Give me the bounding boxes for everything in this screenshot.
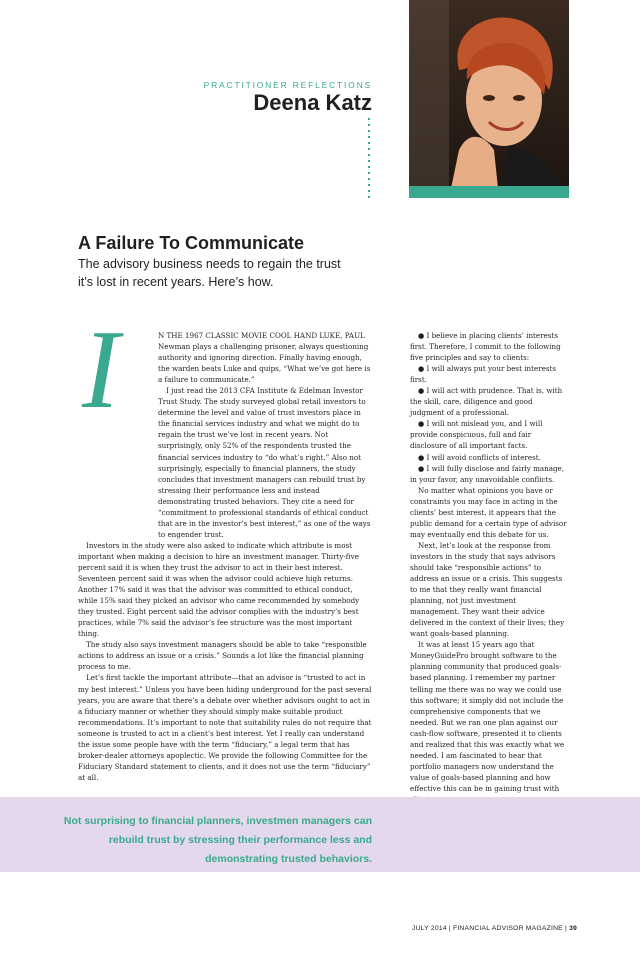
page-footer <box>412 925 577 932</box>
deck: The advisory business needs to regain the trust it’s lost in recent years. Here’s how. <box>78 257 341 289</box>
separator: | <box>565 925 570 932</box>
paragraph: N THE 1967 CLASSIC MOVIE COOL HAND LUKE, PAUL Newman plays a challenging prisoner, always questioning authority and ignoring direction. Finally having enough, the warden beats Luke and quips, “What we’ve got here is a failure to communicate.” <box>158 331 371 385</box>
separator: | <box>448 925 453 932</box>
magazine-name: FINANCIAL ADVISOR MAGAZINE <box>452 925 563 932</box>
paragraph: No matter what opinions you have or constraints you may face in acting in the clients’ best interest, it appears that the public demand for a certain type of advisor may eventually end this debate for us. <box>410 485 567 539</box>
pull-quote: Not surprising to financial planners, investmen managers can rebuild trust by stressing their performance less and demonstrating trusted behaviors. <box>63 815 372 865</box>
headline: A Failure To Communicate <box>78 233 305 253</box>
paragraph: It was at least 15 years ago that MoneyGuidePro brought software to the planning community that produced goals-based planning. I remember my partner telling me there was no way we could use this software; it simply did not include the comprehensive components that we needed. But we ran one plan against our cash-flow software, presented it to clients and realized that this was exactly what we needed. I am fascinated to hear that portfolio managers now understand the value of goals-based planning and how effective this can be in gaining trust with <box>410 640 565 793</box>
body-column-1 <box>78 330 374 783</box>
dotted-rule <box>368 118 370 202</box>
author-name: Deena Katz <box>253 90 372 115</box>
bullet-item: ● I will always put your best interests first. <box>410 364 557 385</box>
paragraph: Let’s first tackle the important attribute—that an advisor is “trusted to act in my best interest.” Unless you have been hiding underground for the past several years, you are aware that there’s a debate over whether advisors ought to act in a fiduciary manner or whether they should simply make suitable product recommendations. It’s important to note that suitability rules do not require that someone is trusted to act in a client’s best interest. Yet I really can understand the issue some people have with the term “fiduciary,” a legal term that has broker-dealer attorneys apoplectic. We provide the following Committee for the Fiduciary Standard statement to clients, and it does not use the term “fiduciary” at all. <box>78 673 372 782</box>
kicker: PRACTITIONER REFLECTIONS <box>203 80 372 90</box>
issue-date: JULY 2014 <box>412 925 447 932</box>
paragraph: Investors in the study were also asked to indicate which attribute is most important when making a decision to hire an investment manager. Thirty-five percent said it is when they trust the advisor to act in their best interest. Seventeen percent said it was when the advisor could achieve high returns. Another 17% said it was that the advisor was committed to ethical conduct, while 15% said they picked an advisor who came recommended by somebody they trusted. Eight percent said the advisor complies with the industry’s best practices, while 7% said the advisor’s fee structure was the most important thing. <box>78 540 360 639</box>
bullet-item: ● I will not mislead you, and I will provide conspicuous, full and fair disclosure of all important facts. <box>410 419 543 451</box>
paragraph: ● I believe in placing clients’ interests first. Therefore, I commit to the following five principles and say to clients: <box>410 331 561 363</box>
bullet-item: ● I will act with prudence. That is, with the skill, care, diligence and good judgment of a professional. <box>410 386 563 418</box>
paragraph: I just read the 2013 CFA Institute & Edelman Investor Trust Study. The study surveyed global retail investors to determine the level and value of trust investors place in the financial services industry and what we might do to regain the trust we’ve lost in recent years. Not surprisingly, only 52% of the respondents trusted the financial services industry to “do what’s right.” Also not surprisingly, especially to financial planners, the study concludes that investment managers can rebuild trust by stressing their performance less and instead demonstrating trusted behaviors. They cite a need for “commitment to professional standards of ethical conduct that are in the investor’s best interest,” as one of the ways to engender trust. <box>158 386 371 539</box>
author-photo <box>409 0 569 198</box>
bullet-item: ● I will fully disclose and fairly manage, in your favor, any unavoidable conflicts. <box>410 463 565 484</box>
page-number: 39 <box>569 925 578 932</box>
paragraph: Next, let’s look at the response from investors in the study that says advisors should take “responsible actions” to address an issue or a crisis. This suggests to me that they really want financial planning, not just investment management. They want their advice delivered in the context of their lives; they want goals-based planning. <box>410 540 565 639</box>
body-column-2 <box>410 330 567 860</box>
drop-cap: I <box>82 308 120 432</box>
bullet-item: ● I will avoid conflicts of interest. <box>418 452 541 462</box>
paragraph: The study also says investment managers should be able to take “responsible actions to address an issue or a crisis.” Sounds a lot like the financial planning process to me. <box>78 640 367 672</box>
